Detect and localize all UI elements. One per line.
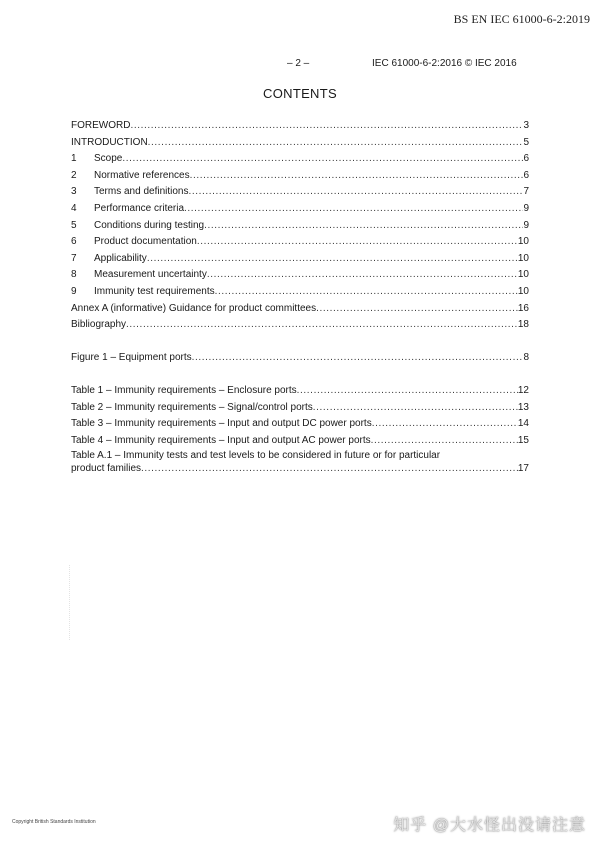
toc-entry-foreword[interactable] xyxy=(71,118,529,135)
toc-leader-dots xyxy=(197,234,518,251)
toc-entry-label: Scope xyxy=(94,153,123,165)
toc-entry-immunity-test-requirements[interactable] xyxy=(71,284,529,301)
toc-leader-dots xyxy=(148,135,524,152)
toc-entry-page: 16 xyxy=(517,302,529,314)
toc-leader-dots xyxy=(190,168,524,185)
toc-leader-dots xyxy=(130,118,523,135)
toc-entry-table-1[interactable] xyxy=(71,383,529,400)
toc-entry-label: Table 1 – Immunity requirements – Enclosure ports xyxy=(71,385,297,396)
toc-entry-number: 2 xyxy=(71,169,77,181)
toc-leader-dots xyxy=(316,301,518,318)
toc-entry-scope[interactable] xyxy=(71,151,529,168)
page-number: – 2 – xyxy=(287,58,310,69)
toc-entry-table-3[interactable] xyxy=(71,416,529,433)
toc-entry-label: INTRODUCTION xyxy=(71,136,148,148)
toc-leader-dots xyxy=(313,400,518,417)
toc-entry-label: FOREWORD xyxy=(71,120,131,131)
iec-reference: IEC 61000-6-2:2016 © IEC 2016 xyxy=(372,58,517,69)
toc-entry-page: 13 xyxy=(517,401,529,413)
toc-leader-dots xyxy=(192,350,524,367)
toc-entry-label: Figure 1 – Equipment ports xyxy=(71,352,192,363)
toc-main-list xyxy=(71,118,529,334)
page-header xyxy=(0,58,600,72)
toc-entry-label: Table A.1 – Immunity tests and test levels to be considered in future or for particular xyxy=(71,450,441,462)
toc-leader-dots xyxy=(215,284,518,301)
toc-entry-table-4[interactable] xyxy=(71,433,529,450)
toc-entry-conditions-testing[interactable] xyxy=(71,218,529,235)
toc-leader-dots xyxy=(207,267,518,284)
toc-entry-page: 17 xyxy=(517,463,529,475)
toc-entry-label: Terms and definitions xyxy=(94,186,189,198)
toc-entry-label: Conditions during testing xyxy=(94,219,205,231)
toc-entry-product-documentation[interactable] xyxy=(71,234,529,251)
copyright-notice: Copyright British Standards Institution xyxy=(12,819,96,825)
toc-entry-label: Product documentation xyxy=(94,236,197,248)
toc-entry-performance-criteria[interactable] xyxy=(71,201,529,218)
toc-entry-number: 6 xyxy=(71,236,77,248)
toc-entry-number: 4 xyxy=(71,202,77,214)
toc-entry-label: Immunity test requirements xyxy=(94,285,215,297)
toc-entry-page: 9 xyxy=(523,219,529,231)
toc-entry-label: Table 2 – Immunity requirements – Signal/control ports xyxy=(71,401,313,413)
toc-entry-figure-1[interactable] xyxy=(71,350,529,367)
toc-entry-number: 1 xyxy=(71,153,77,165)
toc-entry-number: 7 xyxy=(71,252,77,264)
toc-entry-page: 12 xyxy=(517,385,529,396)
toc-entry-page: 15 xyxy=(517,434,529,446)
toc-entry-page: 14 xyxy=(517,418,529,430)
faint-margin-mark xyxy=(69,565,76,640)
toc-entry-annex-a[interactable] xyxy=(71,301,529,318)
toc-entry-page: 9 xyxy=(523,202,529,214)
toc-leader-dots xyxy=(184,201,523,218)
toc-leader-dots xyxy=(147,251,518,268)
toc-entry-measurement-uncertainty[interactable] xyxy=(71,267,529,284)
toc-entry-label: Table 4 – Immunity requirements – Input and output AC power ports xyxy=(71,434,371,446)
watermark: 知乎 @大水怪出没请注意 xyxy=(393,817,586,834)
toc-entry-page: 10 xyxy=(517,252,529,264)
toc-entry-label: Performance criteria xyxy=(94,202,185,214)
toc-entry-label: Annex A (informative) Guidance for product committees xyxy=(71,302,317,314)
toc-figures-list xyxy=(71,350,529,367)
toc-leader-dots xyxy=(372,416,518,433)
toc-entry-label: Measurement uncertainty xyxy=(94,269,207,281)
toc-entry-number: 3 xyxy=(71,186,77,198)
toc-entry-applicability[interactable] xyxy=(71,251,529,268)
toc-entry-label: Normative references xyxy=(94,169,190,181)
toc-entry-page: 8 xyxy=(523,352,529,363)
toc-entry-normative-references[interactable] xyxy=(71,168,529,185)
toc-entry-label: Applicability xyxy=(94,252,147,264)
standard-id: BS EN IEC 61000-6-2:2019 xyxy=(453,12,590,26)
toc-entry-introduction[interactable] xyxy=(71,135,529,152)
toc-entry-label-continued: product families xyxy=(71,463,142,475)
toc-leader-dots xyxy=(204,218,523,235)
toc-leader-dots xyxy=(141,462,518,475)
toc-entry-number: 5 xyxy=(71,219,77,231)
toc-entry-page: 10 xyxy=(517,285,529,297)
toc-leader-dots xyxy=(189,184,524,201)
toc-entry-bibliography[interactable] xyxy=(71,317,529,334)
toc-leader-dots xyxy=(126,317,518,334)
toc-entry-number: 8 xyxy=(71,269,77,281)
toc-entry-terms-definitions[interactable] xyxy=(71,184,529,201)
toc-entry-table-2[interactable] xyxy=(71,400,529,417)
toc-entry-page: 3 xyxy=(523,120,529,131)
toc-entry-page: 10 xyxy=(517,269,529,281)
toc-entry-page: 10 xyxy=(517,236,529,248)
toc-entry-page: 6 xyxy=(523,153,529,165)
toc-entry-page: 5 xyxy=(523,136,529,148)
toc-entry-page: 18 xyxy=(517,319,529,331)
toc-tables-list xyxy=(71,383,529,475)
contents-title: CONTENTS xyxy=(263,86,337,101)
toc-leader-dots xyxy=(297,383,518,400)
toc-leader-dots xyxy=(371,433,518,450)
toc-entry-label: Bibliography xyxy=(71,319,127,331)
toc-entry-page: 6 xyxy=(523,169,529,181)
toc-entry-label: Table 3 – Immunity requirements – Input and output DC power ports xyxy=(71,418,372,430)
toc-entry-page: 7 xyxy=(523,186,529,198)
toc-entry-table-a1[interactable] xyxy=(71,449,529,475)
toc-entry-number: 9 xyxy=(71,285,77,297)
toc-leader-dots xyxy=(122,151,523,168)
